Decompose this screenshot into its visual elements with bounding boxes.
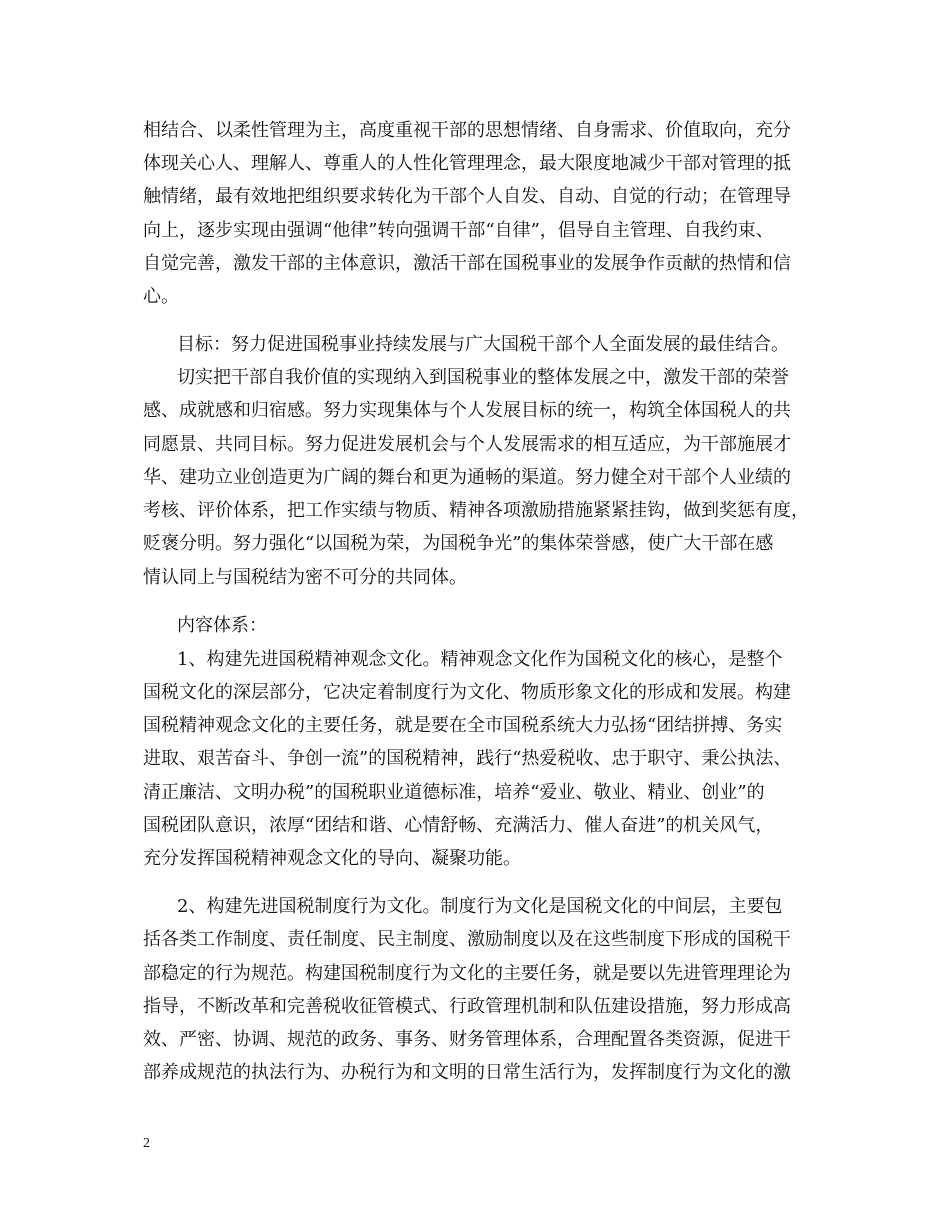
text-line: 括各类工作制度、责任制度、民主制度、激励制度以及在这些制度下形成的国税干 [143, 929, 791, 950]
text-line: 心。 [143, 286, 179, 307]
text-line: 国税文化的深层部分，它决定着制度行为文化、物质形象文化的形成和发展。构建 [143, 682, 791, 703]
text-line: 部养成规范的执法行为、办税行为和文明的日常生活行为，发挥制度行为文化的激 [143, 1062, 791, 1083]
text-line: 情认同上与国税结为密不可分的共同体。 [143, 567, 467, 588]
text-line: 触情绪，最有效地把组织要求转化为干部个人自发、自动、自觉的行动；在管理导 [143, 186, 791, 207]
text-line: 体现关心人、理解人、尊重人的人性化管理理念，最大限度地减少干部对管理的抵 [143, 153, 791, 174]
page-number: 2 [143, 1136, 150, 1151]
text-line: 考核、评价体系，把工作实绩与物质、精神各项激励措施紧紧挂钩，做到奖惩有度， [143, 500, 809, 521]
text-line: 效、严密、协调、规范的政务、事务、财务管理体系，合理配置各类资源，促进干 [143, 1029, 791, 1050]
text-line: 相结合、以柔性管理为主，高度重视干部的思想情绪、自身需求、价值取向，充分 [143, 120, 791, 141]
text-line: 指导，不断改革和完善税收征管模式、行政管理机制和队伍建设措施，努力形成高 [143, 996, 791, 1017]
text-line: 部稳定的行为规范。构建国税制度行为文化的主要任务，就是要以先进管理理论为 [143, 963, 791, 984]
text-line: 切实把干部自我价值的实现纳入到国税事业的整体发展之中，激发干部的荣誉 [177, 367, 789, 388]
text-line: 感、成就感和归宿感。努力实现集体与个人发展目标的统一，构筑全体国税人的共 [143, 400, 791, 421]
text-line: 2、构建先进国税制度行为文化。制度行为文化是国税文化的中间层，主要包 [177, 896, 783, 917]
text-line: 国税团队意识，浓厚“团结和谐、心情舒畅、充满活力、催人奋进”的机关风气， [143, 815, 774, 836]
section-heading: 内容体系： [177, 615, 267, 636]
text-line: 1、构建先进国税精神观念文化。精神观念文化作为国税文化的核心，是整个 [177, 649, 783, 670]
text-line: 向上，逐步实现由强调“他律”转向强调干部“自律”，倡导自主管理、自我约束、 [143, 220, 774, 241]
text-line: 华、建功立业创造更为广阔的舞台和更为通畅的渠道。努力健全对干部个人业绩的 [143, 467, 791, 488]
text-line: 自觉完善，激发干部的主体意识，激活干部在国税事业的发展争作贡献的热情和信 [143, 253, 791, 274]
text-line: 同愿景、共同目标。努力促进发展机会与个人发展需求的相互适应，为干部施展才 [143, 434, 791, 455]
text-line: 国税精神观念文化的主要任务，就是要在全市国税系统大力弘扬“团结拼搏、务实 [143, 715, 783, 736]
text-line: 进取、艰苦奋斗、争创一流”的国税精神，践行“热爱税收、忠于职守、秉公执法、 [143, 748, 792, 769]
text-line: 清正廉洁、文明办税”的国税职业道德标准，培养“爱业、敬业、精业、创业”的 [143, 782, 765, 803]
text-line: 目标：努力促进国税事业持续发展与广大国税干部个人全面发展的最佳结合。 [177, 334, 789, 355]
text-line: 贬褒分明。努力强化“以国税为荣，为国税争光”的集体荣誉感，使广大干部在感 [143, 533, 774, 554]
text-line: 充分发挥国税精神观念文化的导向、凝聚功能。 [143, 848, 521, 869]
